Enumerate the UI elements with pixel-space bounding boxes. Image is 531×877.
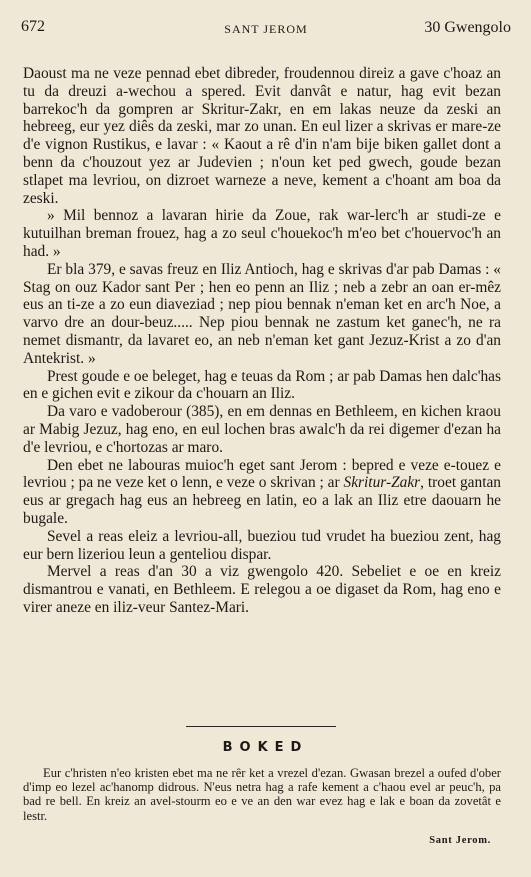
paragraph: Er bla 379, e savas freuz en Iliz Antioch, hag e skrivas d'ar pab Damas : « Stag on ouz Kador sant Per ; hen eo penn an Iliz ; neb a zebr an oan er-mêz eus an ti-ze a zo eun diaveziad ; nep piou bennak n'eman ket en arc'h Noe, a varvo dre an dour-beuz..... Nep piou bennak ne zastum ket ganec'h, ne ra nemet dismantr, da lavaret eo, an neb n'eman ket gant Jezuz-Krist a zo d'an Antekrist. » <box>23 260 501 367</box>
paragraph: Da varo e vadoberour (385), en em dennas en Bethleem, en kichen kraou ar Mabig Jezuz, hag eno, en eul lochen bras awalc'h da rei digemer d'ezan ha d'e levriou, e c'hortozas ar maro. <box>23 403 501 456</box>
signature: Sant Jerom. <box>429 835 491 846</box>
section-title: BOKED <box>222 740 309 755</box>
page-header <box>21 18 511 40</box>
paragraph: Prest goude e oe beleget, hag e teuas da Rom ; ar pab Damas hen dalc'has en e gichen evit e zikour da c'houarn an Iliz. <box>23 367 501 403</box>
paragraph: Daoust ma ne veze pennad ebet dibreder, froudennou direiz a gave c'hoaz an tu da dreuzi a-wechou a spered. Evit danvât e natur, hag evit bezan barrekoc'h da gompren ar Skritur-Zakr, en em lakas neuze da zeski an hebreeg, eur yez diês da zeski, mar zo unan. En eul lizer a skrivas er mare-ze d'e vignon Rustikus, e lavar : « Kaout a rê d'in n'am bije biken gallet dont a benn da c'houzout yez ar Judevien ; n'oun ket ped gwech, goude bezan stlapet ma levriou, on dizroet warneze a neve, kement a c'hoant am boa da zeski. <box>23 65 501 207</box>
page-number: 672 <box>21 18 45 35</box>
running-title: SANT JEROM <box>224 22 308 36</box>
section-divider <box>186 726 336 727</box>
paragraph: Den ebet ne labouras muioc'h eget sant Jerom : bepred e veze e-touez e levriou ; pa ne veze ket o lenn, e veze o skrivan ; ar Skritur-Zakr, troet gantan eus ar gregach hag eus an hebreeg en latin, eo a lak an Iliz etre daouarn he bugale. <box>23 456 502 527</box>
paragraph: Sevel a reas eleiz a levriou-all, bueziou tud vrudet ha bueziou zent, hag eur bern lizeriou leun a genteliou dispar. <box>23 527 501 563</box>
boked-paragraph: Eur c'hristen n'eo kristen ebet ma ne rêr ket a vrezel d'ezan. Gwasan brezel a oufed d'ober d'imp eo lezel ac'hanomp didrous. N'eus netra hag a rafe kement a c'haou evel ar peuc'h, pa bad re bell. En kreiz an avel-stourm eo e ve an den war evez hag e lak e boan da zovetât e lestr. <box>23 766 501 823</box>
running-date: 30 Gwengolo <box>424 19 511 36</box>
main-text <box>23 65 501 617</box>
paragraph: » Mil bennoz a lavaran hirie da Zoue, rak war-lerc'h ar studi-ze e kutuilhan breman frouez, hag a zo seul c'houekoc'h m'eo bet c'houervoc'h an had. » <box>23 207 501 260</box>
paragraph: Mervel a reas d'an 30 a viz gwengolo 420. Sebeliet e oe en kreiz dismantrou e vanati, en Bethleem. E relegou a oe digaset da Rom, hag eno e virer aneze en iliz-veur Santez-Mari. <box>23 563 501 616</box>
boked-note <box>23 766 501 823</box>
italic-title: Skritur-Zakr <box>343 474 421 492</box>
